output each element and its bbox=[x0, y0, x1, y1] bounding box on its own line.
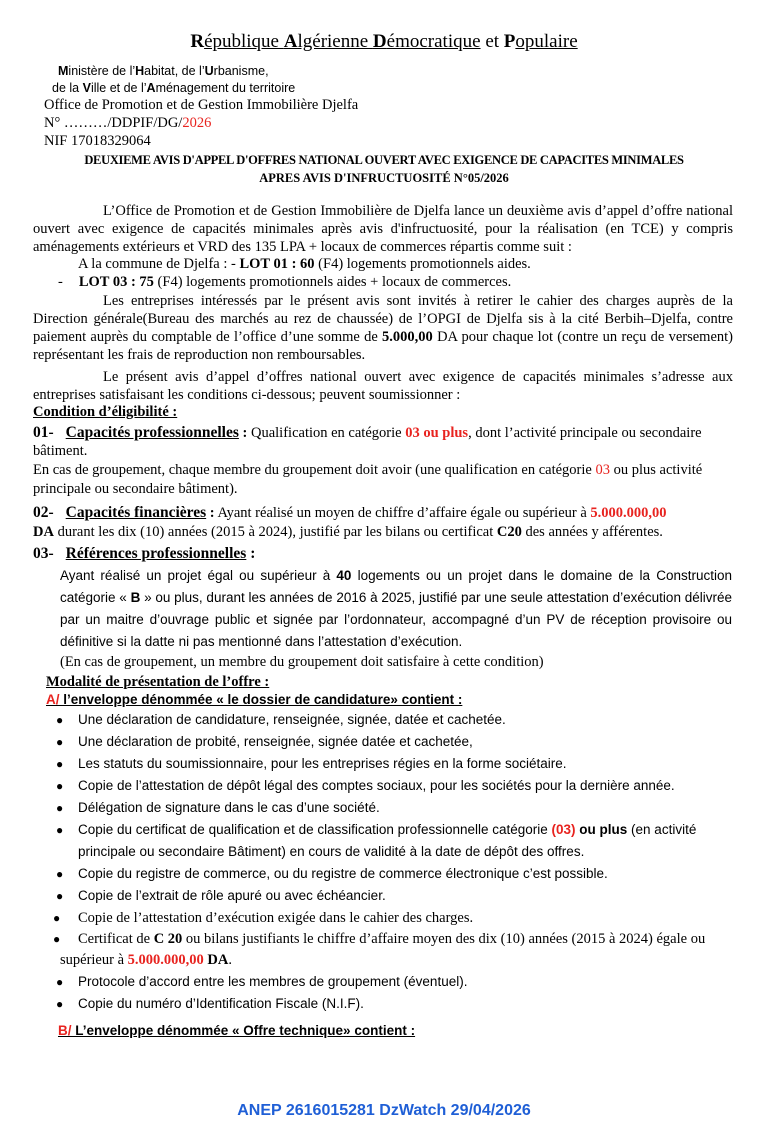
reference-number bbox=[44, 115, 211, 132]
list-item bbox=[56, 863, 738, 885]
list-item-text-b: (en activité principale ou secondaire Bâtiment) en cours de validité à la date de dépôt des offres. bbox=[78, 822, 697, 859]
lot-01-prefix: A la commune de Djelfa : - bbox=[78, 256, 240, 272]
list-item bbox=[56, 797, 738, 819]
bullet-icon: ● bbox=[53, 911, 61, 925]
condition-03-heading bbox=[33, 545, 255, 563]
bullet-icon: ● bbox=[56, 975, 64, 989]
condition-03-title: Références professionnelles bbox=[65, 545, 247, 562]
ministry-initial-v: V bbox=[82, 81, 91, 95]
list-item-text: Copie du numéro d’Identification Fiscale (N.I.F). bbox=[78, 996, 364, 1011]
document-list bbox=[53, 709, 738, 1015]
list-item-text: Une déclaration de candidature, renseignée, signée, datée et cachetée. bbox=[78, 712, 506, 727]
bullet-icon: ● bbox=[53, 932, 61, 946]
nif-number: NIF 17018329064 bbox=[44, 133, 151, 149]
condition-03-housing-count: 40 bbox=[336, 568, 352, 583]
title-initial-r: R bbox=[190, 31, 205, 52]
list-item bbox=[56, 819, 738, 863]
list-item bbox=[56, 753, 738, 775]
modalite-heading: Modalité de présentation de l’offre : bbox=[46, 674, 270, 690]
condition-03-text-a: Ayant réalisé un projet égal ou supérieur à bbox=[60, 568, 337, 583]
list-item bbox=[53, 907, 738, 929]
list-item-text: Une déclaration de probité, renseignée, signée datée et cachetée, bbox=[78, 734, 473, 749]
list-item bbox=[53, 929, 740, 971]
list-item-text: Copie de l’attestation de dépôt légal des comptes sociaux, pour les sociétés pour la dernière année. bbox=[78, 778, 675, 793]
ministry-line-2 bbox=[52, 81, 295, 95]
anep-footer: ANEP 2616015281 DzWatch 29/04/2026 bbox=[237, 1102, 531, 1119]
ministry-initial-u: U bbox=[204, 64, 214, 78]
condition-02-text-a: Ayant réalisé un moyen de chiffre d’affaire égale ou supérieur à bbox=[214, 505, 591, 521]
list-item-amount: 5.000.000,00 bbox=[127, 952, 204, 968]
lot-01-description: (F4) logements promotionnels aides. bbox=[314, 256, 531, 272]
avis-title-line-2: APRES AVIS D'INFRUCTUOSITÉ N°05/2026 bbox=[259, 171, 509, 185]
bullet-icon: ● bbox=[56, 713, 64, 727]
eligibility-intro-paragraph: Le présent avis d’appel d’offres national ouvert avec exigence de capacités minimales s’adresse aux entreprises satisfaisant les conditions ci-dessous; peuvent soumissionner : bbox=[33, 369, 733, 403]
lot-03-label: LOT 03 : 75 bbox=[78, 274, 154, 290]
envelope-a-label: A/ bbox=[46, 692, 60, 707]
condition-01 bbox=[33, 424, 733, 460]
bullet-icon: ● bbox=[56, 779, 64, 793]
condition-03-colon: : bbox=[246, 545, 256, 562]
withdrawal-amount: 5.000,00 bbox=[382, 329, 433, 345]
lot-03-line bbox=[58, 274, 511, 291]
title-word-mocratique: émocratique bbox=[386, 31, 481, 52]
condition-01-group-category: 03 bbox=[595, 462, 610, 478]
ministry-text-1: inistère de l’ bbox=[68, 64, 136, 78]
condition-02-text-c: des années y afférentes. bbox=[521, 524, 663, 540]
condition-02-text-b: durant les dix (10) années (2015 à 2024), justifié par les bilans ou certificat bbox=[53, 524, 497, 540]
list-item-text: Protocole d’accord entre les membres de groupement (éventuel). bbox=[78, 974, 468, 989]
list-item-text-b: ou bilans justifiants le chiffre d’affaire moyen des dix (10) années (2015 à 2024) égale ou supérieur à bbox=[60, 931, 706, 968]
condition-02-colon: : bbox=[206, 505, 215, 521]
list-item bbox=[56, 993, 738, 1015]
bullet-icon: ● bbox=[56, 801, 64, 815]
withdrawal-paragraph bbox=[33, 292, 733, 364]
reference-prefix: N° ………/DDPIF/DG/ bbox=[44, 115, 183, 131]
ministry-text-2: abitat, de l’ bbox=[144, 64, 205, 78]
condition-01-text-b: , dont l’activité principale ou secondaire bâtiment. bbox=[33, 425, 702, 459]
condition-02-certificate: C20 bbox=[496, 524, 522, 540]
envelope-b-title: L’enveloppe dénommée « Offre technique» contient : bbox=[71, 1023, 416, 1038]
list-item-text: Copie du certificat de qualification et de classification professionnelle catégorie bbox=[78, 822, 552, 837]
list-item-period: . bbox=[228, 952, 232, 968]
lot-03-dash: - bbox=[58, 274, 63, 290]
ministry-text-3: rbanisme, bbox=[213, 64, 269, 78]
condition-01-group-text-a: En cas de groupement, chaque membre du groupement doit avoir (une qualification en catégorie bbox=[33, 462, 596, 478]
condition-01-group bbox=[33, 461, 733, 499]
ministry-initial-a: A bbox=[146, 81, 156, 95]
lot-01-label: LOT 01 : 60 bbox=[239, 256, 315, 272]
condition-03-group: (En cas de groupement, un membre du groupement doit satisfaire à cette condition) bbox=[60, 654, 544, 670]
list-item-text: Copie du registre de commerce, ou du registre de commerce électronique c’est possible. bbox=[78, 866, 608, 881]
condition-03-text-c: » ou plus, durant les années de 2016 à 2025, justifié par une seule attestation d’exécution délivrée par un maitre d’ouvrage public et signée par l’ordonnateur, accompagné d’un PV de réception provisoire ou définitive si la datte ni pas mentionné dans l’attestation d’exécution. bbox=[60, 590, 732, 649]
list-item-text: Copie de l’extrait de rôle apuré ou avec échéancier. bbox=[78, 888, 386, 903]
list-item bbox=[56, 731, 738, 753]
list-item-text: Délégation de signature dans le cas d’une société. bbox=[78, 800, 380, 815]
list-item bbox=[56, 885, 738, 907]
list-item-category: (03) bbox=[551, 822, 576, 837]
title-word-et: et bbox=[480, 31, 504, 52]
condition-01-group-text-b: ou plus activité principale ou secondaire bâtiment). bbox=[33, 462, 703, 497]
list-item-certificate: C 20 bbox=[153, 931, 183, 947]
condition-03-number: 03- bbox=[33, 545, 54, 562]
avis-title-line-1: DEUXIEME AVIS D'APPEL D'OFFRES NATIONAL OUVERT AVEC EXIGENCE DE CAPACITES MINIMALES bbox=[84, 153, 684, 167]
title-word-publique: épublique bbox=[204, 31, 284, 52]
condition-03-text bbox=[60, 565, 732, 653]
office-name: Office de Promotion et de Gestion Immobilière Djelfa bbox=[44, 97, 359, 113]
withdrawal-text-b: DA pour chaque lot (contre un reçu de versement) représentant les frais de reproduction non remboursables. bbox=[33, 329, 733, 363]
list-item bbox=[56, 709, 738, 731]
condition-02-title: Capacités financières bbox=[65, 504, 207, 521]
intro-paragraph: L’Office de Promotion et de Gestion Immobilière de Djelfa lance un deuxième avis d’appel d’offre national ouvert avec exigence de capacités minimales après avis d'infructuosité, pour la réalisation (en TCE) y compris aménagements extérieurs et VRD des 135 LPA + locaux de commerces répartis comme suit : bbox=[33, 203, 733, 255]
ministry-text-4: de la bbox=[52, 81, 83, 95]
condition-01-title: Capacités professionnelles bbox=[65, 424, 239, 441]
title-initial-d: D bbox=[372, 31, 387, 52]
title-initial-p: P bbox=[503, 31, 516, 52]
bullet-icon: ● bbox=[56, 735, 64, 749]
page-title bbox=[0, 31, 768, 53]
ministry-line-1 bbox=[58, 64, 269, 78]
list-item bbox=[56, 971, 738, 993]
bullet-icon: ● bbox=[56, 889, 64, 903]
bullet-icon: ● bbox=[56, 867, 64, 881]
list-item-currency: DA bbox=[203, 952, 229, 968]
eligibility-heading: Condition d’éligibilité : bbox=[33, 404, 178, 420]
ministry-initial-m: M bbox=[58, 64, 69, 78]
title-initial-a: A bbox=[283, 31, 298, 52]
condition-03-text-b: logements ou un projet dans le domaine de la Construction catégorie « bbox=[60, 568, 732, 605]
bullet-icon: ● bbox=[56, 997, 64, 1011]
ministry-text-5: ille et de l’ bbox=[90, 81, 147, 95]
ministry-initial-h: H bbox=[135, 64, 145, 78]
envelope-b-heading bbox=[58, 1023, 415, 1038]
condition-02-currency: DA bbox=[33, 524, 54, 540]
condition-03-category: B bbox=[130, 590, 141, 605]
list-item-bold: ou plus bbox=[575, 822, 628, 837]
list-item-text: Certificat de bbox=[78, 931, 154, 947]
condition-02-number: 02- bbox=[33, 504, 54, 521]
envelope-a-title: l’enveloppe dénommée « le dossier de candidature» contient : bbox=[59, 692, 463, 707]
lot-03-description: (F4) logements promotionnels aides + locaux de commerces. bbox=[153, 274, 512, 290]
condition-01-text-a: Qualification en catégorie bbox=[247, 425, 406, 441]
list-item bbox=[56, 775, 738, 797]
condition-01-colon: : bbox=[238, 425, 248, 441]
bullet-icon: ● bbox=[56, 757, 64, 771]
title-word-lgerienne: lgérienne bbox=[297, 31, 373, 52]
ministry-text-6: ménagement du territoire bbox=[155, 81, 296, 95]
envelope-b-label: B/ bbox=[58, 1023, 72, 1038]
withdrawal-text-a: Les entreprises intéressés par le présent avis sont invités à retirer le cahier des charges auprès de la Direction générale(Bureau des marchés au rez de chaussée) de l’OPGI de Djelfa sis à la cité Berbih–Djelfa, contre paiement auprès du comptable de l’office d’une somme de bbox=[33, 293, 733, 345]
title-word-opulaire: opulaire bbox=[515, 31, 578, 52]
reference-year: 2026 bbox=[182, 115, 212, 131]
envelope-a-heading bbox=[46, 692, 462, 707]
condition-01-number: 01- bbox=[33, 424, 54, 441]
bullet-icon: ● bbox=[56, 823, 64, 837]
condition-01-category: 03 ou plus bbox=[405, 425, 469, 441]
condition-02 bbox=[33, 503, 733, 542]
list-item-text: Les statuts du soumissionnaire, pour les entreprises régies en la forme sociétaire. bbox=[78, 756, 567, 771]
list-item-text: Copie de l’attestation d’exécution exigée dans le cahier des charges. bbox=[78, 910, 474, 926]
lot-01-line bbox=[78, 256, 531, 273]
condition-02-amount: 5.000.000,00 bbox=[590, 505, 667, 521]
